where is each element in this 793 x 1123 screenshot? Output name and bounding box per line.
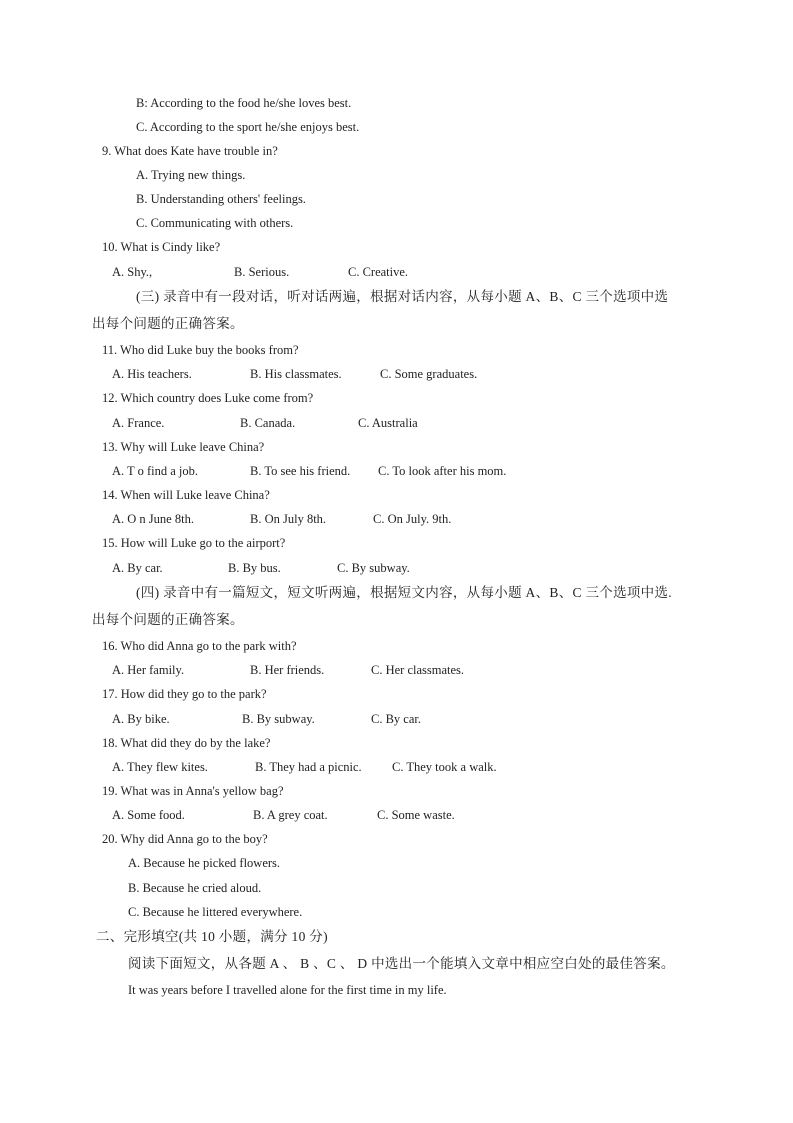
- text-line: 出每个问题的正确答案。: [92, 316, 244, 331]
- text-line: B. By subway.: [242, 712, 315, 726]
- text-line: C. Communicating with others.: [136, 216, 294, 230]
- text-line: B. His classmates.: [250, 367, 342, 381]
- text-line: (三) 录音中有一段对话，听对话两遍，根据对话内容，从每小题 A、B、C 三个选项中选: [136, 289, 669, 304]
- text-line: A. T o find a job.: [112, 464, 198, 478]
- text-line: C. Because he littered everywhere.: [128, 905, 303, 919]
- text-line: B. To see his friend.: [250, 464, 351, 478]
- text-line: (四) 录音中有一篇短文，短文听两遍，根据短文内容，从每小题 A、B、C 三个选项中选.: [136, 585, 672, 600]
- text-line: A. By car.: [112, 561, 163, 575]
- text-line: B: According to the food he/she loves best.: [136, 96, 352, 110]
- text-line: 出每个问题的正确答案。: [92, 612, 244, 627]
- text-line: 14. When will Luke leave China?: [102, 488, 270, 502]
- text-line: B. Her friends.: [250, 663, 325, 677]
- text-line: 20. Why did Anna go to the boy?: [102, 832, 268, 846]
- text-line: 16. Who did Anna go to the park with?: [102, 639, 297, 653]
- text-line: C. By car.: [371, 712, 421, 726]
- text-line: A. Because he picked flowers.: [128, 856, 281, 870]
- text-line: B. Because he cried aloud.: [128, 881, 262, 895]
- text-line: C. To look after his mom.: [378, 464, 507, 478]
- text-line: 17. How did they go to the park?: [102, 687, 267, 701]
- text-line: 9. What does Kate have trouble in?: [102, 144, 278, 158]
- text-line: B. A grey coat.: [253, 808, 328, 822]
- text-line: A. Shy.,: [112, 265, 153, 279]
- text-line: C. They took a walk.: [392, 760, 497, 774]
- text-line: B. Understanding others' feelings.: [136, 192, 306, 206]
- text-line: 阅读下面短文，从各题 A 、 B 、C 、 D 中选出一个能填入文章中相应空白处的最佳答案。: [128, 956, 675, 971]
- text-line: A. Some food.: [112, 808, 185, 822]
- text-line: C. According to the sport he/she enjoys best.: [136, 120, 360, 134]
- text-line: 19. What was in Anna's yellow bag?: [102, 784, 284, 798]
- text-line: 18. What did they do by the lake?: [102, 736, 271, 750]
- text-line: 二、完形填空(共 10 小题，满分 10 分): [96, 929, 328, 944]
- text-line: B. They had a picnic.: [255, 760, 362, 774]
- text-line: C. Australia: [358, 416, 418, 430]
- text-line: C. By subway.: [337, 561, 410, 575]
- text-line: 12. Which country does Luke come from?: [102, 391, 314, 405]
- text-line: B. On July 8th.: [250, 512, 327, 526]
- text-line: 15. How will Luke go to the airport?: [102, 536, 286, 550]
- text-line: A. France.: [112, 416, 165, 430]
- text-line: A. By bike.: [112, 712, 170, 726]
- text-line: A. His teachers.: [112, 367, 192, 381]
- text-line: A. Her family.: [112, 663, 185, 677]
- text-line: A. They flew kites.: [112, 760, 208, 774]
- text-line: C. Some waste.: [377, 808, 455, 822]
- text-line: B. Canada.: [240, 416, 296, 430]
- text-line: C. Her classmates.: [371, 663, 465, 677]
- text-line: C. Creative.: [348, 265, 409, 279]
- text-line: 11. Who did Luke buy the books from?: [102, 343, 299, 357]
- text-line: It was years before I travelled alone for the first time in my life.: [128, 983, 447, 997]
- text-line: C. On July. 9th.: [373, 512, 452, 526]
- text-line: B. Serious.: [234, 265, 290, 279]
- text-line: 10. What is Cindy like?: [102, 240, 221, 254]
- text-line: C. Some graduates.: [380, 367, 478, 381]
- text-line: 13. Why will Luke leave China?: [102, 440, 265, 454]
- text-line: A. Trying new things.: [136, 168, 246, 182]
- text-line: B. By bus.: [228, 561, 281, 575]
- text-line: A. O n June 8th.: [112, 512, 194, 526]
